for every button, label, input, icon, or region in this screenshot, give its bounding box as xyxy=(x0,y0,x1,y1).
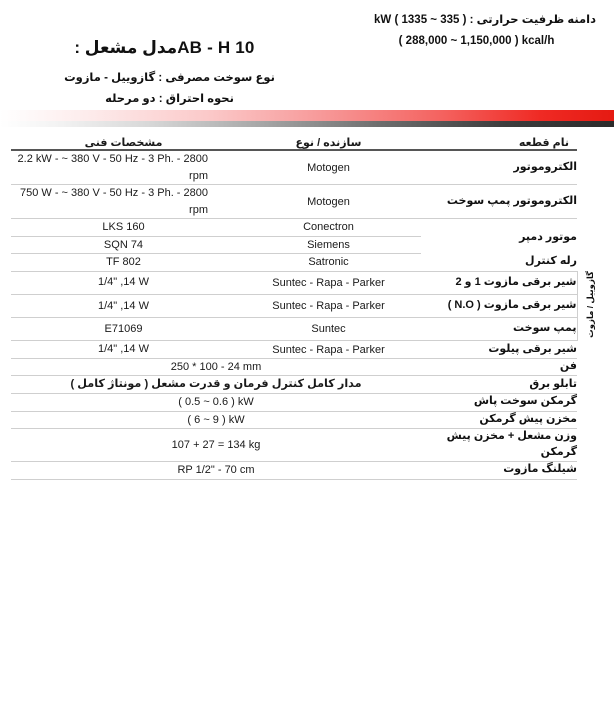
row-gutter xyxy=(577,429,603,462)
model-label: مدل مشعل : xyxy=(74,38,178,57)
model-code: AB - H 10 xyxy=(177,38,255,57)
column-header-name: نام قطعه xyxy=(421,136,577,150)
cell-spec: RP 1/2" - 70 cm xyxy=(11,462,421,480)
cell-manufacturer: Motogen xyxy=(236,185,421,219)
cell-spec: 750 W - ~ 380 V - 50 Hz - 3 Ph. - 2800 rpm xyxy=(11,185,236,219)
row-gutter xyxy=(577,394,603,412)
table-row xyxy=(11,254,603,272)
cell-manufacturer: Suntec - Rapa - Parker xyxy=(236,341,421,359)
capacity-block xyxy=(339,0,614,56)
cell-manufacturer: Suntec - Rapa - Parker xyxy=(236,271,421,294)
cell-spec: SQN 74 xyxy=(11,236,236,254)
table-row xyxy=(11,376,603,394)
table-row xyxy=(11,185,603,219)
accent-bar-red xyxy=(0,110,614,121)
table-row xyxy=(11,318,603,341)
cell-part-name: وزن مشعل + مخزن پیش گرمکن xyxy=(421,429,577,462)
cell-manufacturer: Suntec xyxy=(236,318,421,341)
cell-spec: 1/4" ,14 W xyxy=(11,271,236,294)
cell-part-name: الکتروموتور پمپ سوخت xyxy=(421,185,577,219)
cell-part-name: تابلو برق xyxy=(421,376,577,394)
table-row xyxy=(11,294,603,317)
fuel-type-line: نوع سوخت مصرفی : گازوییل - مازوت xyxy=(64,72,275,84)
table-row xyxy=(11,271,603,294)
page-header xyxy=(0,0,614,108)
cell-part-name: پمپ سوخت xyxy=(421,318,577,341)
row-gutter xyxy=(577,236,603,254)
header-spacer-cell xyxy=(577,136,603,150)
cell-part-name: فن xyxy=(421,358,577,376)
capacity-kw-line: دامنه ظرفیت حرارتی : kW ( 1335 ~ 335 ) xyxy=(374,14,596,26)
vertical-group-text: گازوییل / مازوت xyxy=(585,271,595,338)
table-row xyxy=(11,341,603,359)
capacity-kcal-line: ( 288,000 ~ 1,150,000 ) kcal/h xyxy=(398,35,555,47)
cell-part-name: مخزن پیش گرمکن xyxy=(421,411,577,429)
cell-spec: E71069 xyxy=(11,318,236,341)
table-row xyxy=(11,358,603,376)
row-gutter xyxy=(577,185,603,219)
cell-spec: LKS 160 xyxy=(11,219,236,237)
row-gutter xyxy=(577,358,603,376)
cell-manufacturer: Motogen xyxy=(236,150,421,185)
table-row xyxy=(11,411,603,429)
row-gutter xyxy=(577,341,603,359)
cell-part-name: شیلنگ مازوت xyxy=(421,462,577,480)
table-row xyxy=(11,394,603,412)
accent-divider-bar xyxy=(0,110,614,130)
table-row xyxy=(11,150,603,185)
combustion-mode-line: نحوه احتراق : دو مرحله xyxy=(105,93,234,105)
column-header-type: سازنده / نوع xyxy=(236,136,421,150)
table-header-row xyxy=(11,136,603,150)
row-gutter xyxy=(577,219,603,237)
cell-part-name: الکتروموتور xyxy=(421,150,577,185)
cell-spec: ( 6 ~ 9 ) kW xyxy=(11,411,421,429)
cell-manufacturer: Siemens xyxy=(236,236,421,254)
row-gutter xyxy=(577,411,603,429)
cell-spec: TF 802 xyxy=(11,254,236,272)
cell-part-name: شیر برقی پیلوت xyxy=(421,341,577,359)
cell-manufacturer: Suntec - Rapa - Parker xyxy=(236,294,421,317)
cell-part-name: موتور دمپر xyxy=(519,230,577,243)
table-row xyxy=(11,429,603,462)
cell-spec: ( 0.5 ~ 0.6 ) kW xyxy=(11,394,421,412)
cell-spec: 1/4" ,14 W xyxy=(11,341,236,359)
model-title xyxy=(0,38,339,58)
cell-spec: 250 * 100 - 24 mm xyxy=(11,358,421,376)
cell-spec: مدار کامل کنترل فرمان و قدرت مشعل ( مونتاژ کامل ) xyxy=(11,376,421,394)
cell-part-name: شیر برقی مازوت 1 و 2 xyxy=(421,271,577,294)
vertical-group-label xyxy=(577,271,603,341)
cell-part-name: رله کنترل xyxy=(421,254,577,272)
row-gutter xyxy=(577,462,603,480)
cell-part-name: شیر برقی مازوت ( N.O ) xyxy=(421,294,577,317)
row-gutter xyxy=(577,150,603,185)
model-block xyxy=(0,0,339,112)
row-gutter xyxy=(577,376,603,394)
cell-spec: 1/4" ,14 W xyxy=(11,294,236,317)
cell-manufacturer: Satronic xyxy=(236,254,421,272)
row-gutter xyxy=(577,254,603,272)
column-header-spec: مشخصات فنی xyxy=(11,136,236,150)
table-row xyxy=(11,462,603,480)
specification-table xyxy=(11,136,603,480)
cell-part-name: گرمکن سوخت پاش xyxy=(421,394,577,412)
cell-manufacturer: Conectron xyxy=(236,219,421,237)
spec-table-wrapper xyxy=(0,136,614,480)
table-row xyxy=(11,219,603,237)
cell-spec: 2.2 kW - ~ 380 V - 50 Hz - 3 Ph. - 2800 rpm xyxy=(11,150,236,185)
accent-bar-dark xyxy=(0,121,614,127)
cell-spec: 107 + 27 = 134 kg xyxy=(11,429,421,462)
